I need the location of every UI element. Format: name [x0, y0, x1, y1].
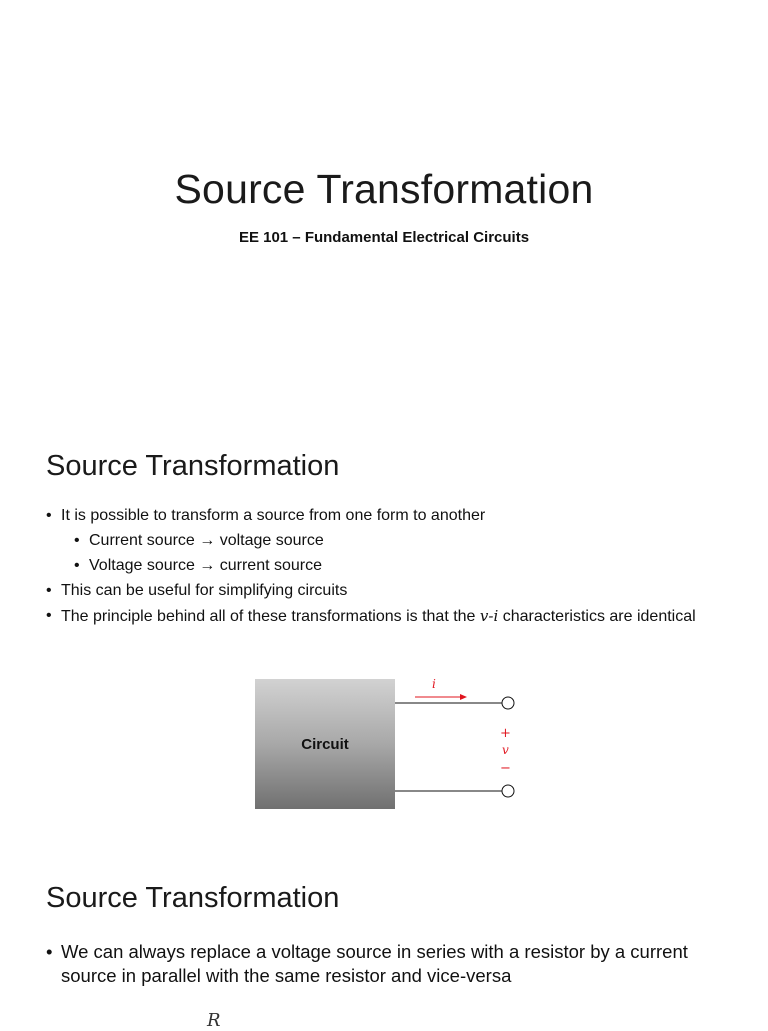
bullet-list: [46, 940, 736, 988]
slide-heading: Source Transformation: [46, 450, 340, 482]
top-terminal: [502, 697, 514, 709]
bullet-list: [46, 506, 736, 632]
slide-equivalence: [0, 864, 768, 1031]
bullet-item-principle: [46, 606, 736, 627]
presentation-title: Source Transformation: [174, 166, 594, 212]
sub-bullet-item: • Current source → voltage source: [74, 531, 736, 551]
plus-sign: +: [500, 726, 511, 741]
slide-title: [0, 0, 768, 432]
sub-bullet-item: • Voltage source → current source: [74, 556, 736, 576]
bullet-item: • We can always replace a voltage source in series with a resistor by a current source in parallel with the same resistor and vice-versa: [46, 940, 736, 988]
slide-principle: [0, 432, 768, 864]
minus-sign: −: [500, 761, 511, 776]
circuit-figure: [250, 672, 530, 817]
circuit-wiring: [250, 672, 530, 817]
resistor-symbol-partial: R: [207, 1010, 221, 1031]
bullet-item: • It is possible to transform a source from one form to another: [46, 506, 736, 526]
principle-text-start: The principle behind all of these transformations is that the: [61, 608, 480, 625]
vi-math-symbol: v-i: [479, 607, 499, 625]
bullet-item: • This can be useful for simplifying circuits: [46, 581, 736, 601]
principle-text-end: characteristics are identical: [498, 608, 696, 625]
slide-heading: Source Transformation: [46, 882, 340, 914]
circuit-box-label: Circuit: [301, 735, 349, 753]
current-label: i: [432, 677, 436, 691]
voltage-label: v: [502, 743, 509, 757]
bottom-terminal: [502, 785, 514, 797]
course-subtitle: EE 101 – Fundamental Electrical Circuits: [238, 229, 530, 246]
